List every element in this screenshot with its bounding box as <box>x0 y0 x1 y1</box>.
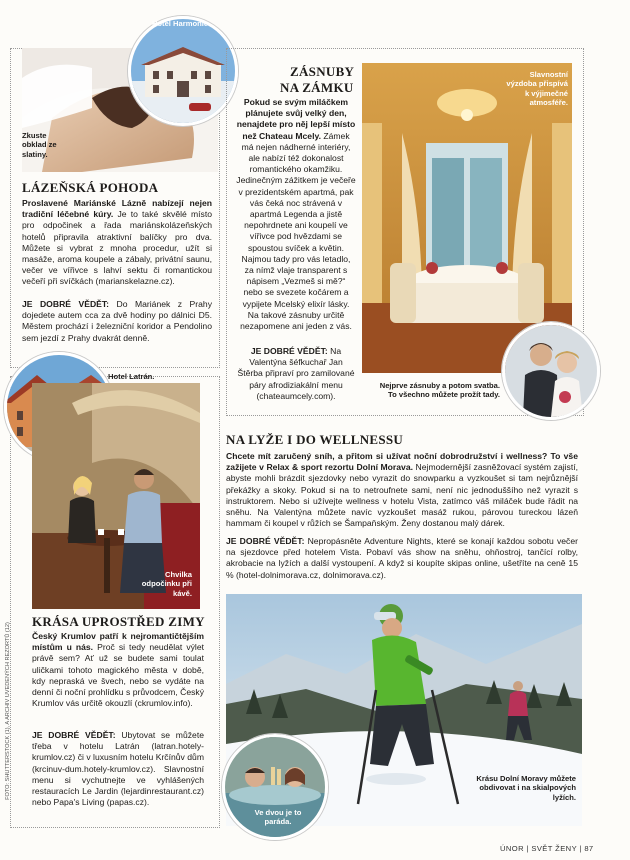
spa-photo-caption: Zkuste obklad ze slatiny. <box>22 131 57 159</box>
hotel-harmonie-image <box>131 19 235 123</box>
castle-title-line1: ZÁSNUBY <box>290 64 355 79</box>
ski-tip-text: Nepropásněte Adventure Nights, které se konají každou sobotu večer na sjezdovce před hotelem Vista. Pobaví vás show na sněhu, ohňostroj, tančící rolby, akrobacie na lyžích a další vystoupení. A když si koupíte skipas online, ušetříte na ceně 15 % (hotel-dolnimorava.cz, dolnimorava.cz). <box>226 536 578 580</box>
spa-tip-label: JE DOBRÉ VĚDĚT: <box>22 299 110 309</box>
couple-image <box>505 325 597 417</box>
couple-caption: Nejprve zásnuby a potom svatba. To všechno můžete prožít tady. <box>379 381 500 400</box>
cafe-photo-caption: Chvilka odpočinku při kávě. <box>141 570 192 598</box>
hotel-latran-label: Hotel Latrán. <box>108 372 155 381</box>
spa-lead: Proslavené Mariánské Lázně nabízejí nejen tradiční léčebné kúry. <box>22 198 212 220</box>
spa-tip-text: Do Mariánek z Prahy dojedete autem cca za dvě hodiny po dálnici D5. Městem prochází i železniční koridor a Pendolino sem jezdí z Prahy dvakrát denně. <box>22 299 212 343</box>
ski-lead: Chcete mít zaručený sníh, a přitom si užívat noční dobrodružství i wellness? To vše zažijete v Relax & sport rezortu Dolní Morava. <box>226 451 578 473</box>
castle-lead: Pokud se svým miláčkem plánujete svůj velký den, nenajdete pro něj lepší místo než Chateau Mcely. <box>236 97 356 141</box>
krumlov-tip <box>32 730 204 808</box>
page-footer <box>500 844 594 853</box>
footer-magazine: SVĚT ŽENY <box>531 844 577 853</box>
hotel-harmonie-label: Hotel Harmonie <box>151 19 209 28</box>
ski-tip-label: JE DOBRÉ VĚDĚT: <box>226 536 305 546</box>
krumlov-body: Proč si tedy neudělat výlet právě sem? Ať už se budete sami toulat uličkami tohoto magického města v době, kdy nepraská ve švech, nebo se vydáte na denní či noční prohlídku s průvodcem, Český Krumlov vás určitě okouzlí (ckrumlov.info). <box>32 642 205 709</box>
ski-title: NA LYŽE I DO WELLNESSU <box>226 432 404 447</box>
krumlov-title: KRÁSA UPROSTŘED ZIMY <box>32 614 205 629</box>
ski-tip <box>226 536 578 581</box>
spa-title: LÁZEŇSKÁ POHODA <box>22 180 159 195</box>
spa-tip <box>22 299 212 344</box>
krumlov-lead: Český Krumlov patří k nejromantičtějším místům u nás. <box>32 631 204 653</box>
krumlov-tip-label: JE DOBRÉ VĚDĚT: <box>32 730 116 740</box>
footer-divider: | <box>526 844 532 853</box>
photo-credit: FOTO: SHUTTERSTOCK (1), A ARCHIV UVEDENÝCH REZORTŮ (12) <box>5 622 11 800</box>
ski-article <box>226 451 578 529</box>
castle-photo-caption: Slavnostní výzdoba přispívá k výjimečné atmosféře. <box>506 70 568 108</box>
castle-title-line2: NA ZÁMKU <box>280 80 354 95</box>
castle-tip-label: JE DOBRÉ VĚDĚT: <box>250 346 328 356</box>
spa-article <box>22 198 212 288</box>
hotel-harmonie-bubble <box>128 16 238 126</box>
footer-divider: | <box>579 844 585 853</box>
couple-bubble <box>502 322 600 420</box>
ski-photo-caption: Krásu Dolní Moravy můžete obdivovat i na skialpových lyžích. <box>476 774 576 802</box>
krumlov-tip-text: Ubytovat se můžete třeba v hotelu Latrán (latran.hotely-krumlov.cz) či v luxusním hotelu Krčínův dům (krcinuv-dum.hotely-krumlov.cz). Slavnostní menu si vychutnejte ve vyhlášených restauracích Le Jardin (lejardinrestaurant.cz) nebo Papa's Living (papas.cz). <box>32 730 204 808</box>
footer-month: ÚNOR <box>500 844 524 853</box>
castle-tip-text: Na Valentýna šéfkuchař Jan Štěrba připraví pro zamilované páry afrodiziakální menu (chateaumcely.com). <box>237 346 355 401</box>
wellness-caption: Ve dvou je to paráda. <box>254 808 302 827</box>
ski-body: Nejmodernější zasněžovací systém zajistí, abyste mohli brázdit sjezdovky nebo vyrazit do snowparku a vyzkoušet si tam nejrůznější překážky a skoky. Pokud si na to netroufnete sami, není nic jednoduššího než vyrazit s instruktorem. Nebo si užívejte wellness v hotelu Vista, zatímco váš miláček bude řádit na sněhu. Na Valentýna můžete navíc vyzkoušet masáž rukou, párovou tureckou lázeň hammam či koupel v růžích se Šampaňským. Ženy dostanou malý dárek. <box>226 462 578 529</box>
spa-body: Je to také skvělé místo pro odpočinek a řada mariánskolázeňských hotelů připravila atraktivní balíčky pro dva. Můžete si vybrat z mnoha procedur, užít si masáže, aroma koupele a zábaly, privátní saunu, večer ve vířivce s lahví sektu či romantickou večeří při svíčkách (marianskelazne.cz). <box>22 209 212 287</box>
castle-article <box>236 97 356 332</box>
footer-page-number: 87 <box>584 844 594 853</box>
krumlov-article <box>32 631 204 709</box>
castle-tip <box>236 346 356 402</box>
castle-body: Zámek má nejen nádherné interiéry, ale nabízí též dokonalost romantického okamžiku. Jedinečným zážitkem je večeře v prezidentském apartmá, pak vás čeká noc strávená v apartmá Legenda a jistě nepohrdnete ani koupelí ve vířivce pod hvězdami se spoustou svíček a květin. Najmou tady pro vás letadlo, za nímž vlaje transparent s nápisem „Vezmeš si mě?“ nebo se svezete kočárem a vypijete Mcelský elixír lásky. Na takové zásnuby určitě nezapomene ani jeden z vás. <box>236 130 356 332</box>
